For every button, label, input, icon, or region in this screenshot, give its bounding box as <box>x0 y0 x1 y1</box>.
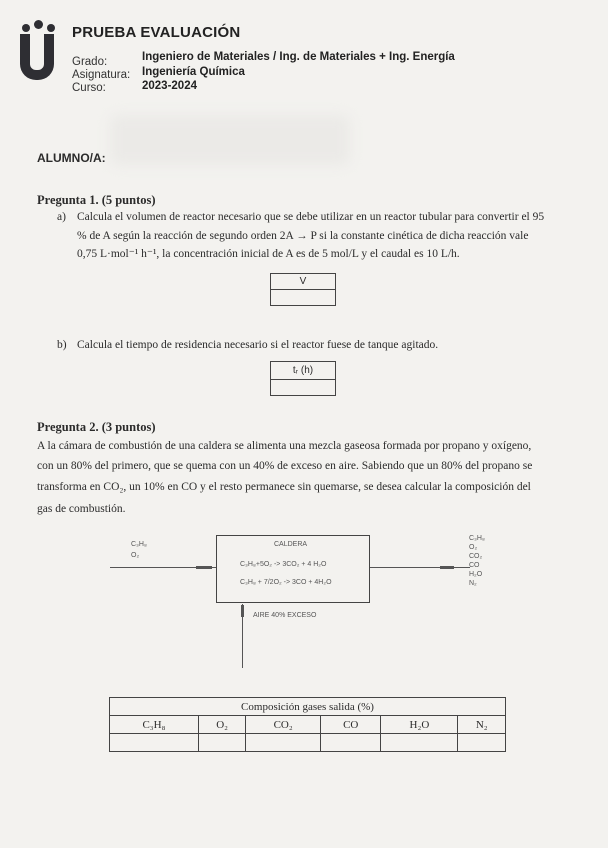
output-species-item: CO₂ <box>469 553 483 560</box>
output-species-item: N₂ <box>469 580 477 587</box>
q2-line3: transforma en CO₂, un 10% en CO y el resto permanece sin quemarse, se desea calcular la composición del <box>37 481 531 493</box>
answer-cell[interactable] <box>110 734 199 752</box>
col-header: O₂ <box>198 716 245 734</box>
q1b-answer-label: tᵣ (h) <box>271 362 336 380</box>
q1b-text: Calcula el tiempo de residencia necesario si el reactor fuese de tanque agitado. <box>77 339 439 351</box>
boiler-title: CALDERA <box>274 541 308 548</box>
university-logo <box>20 34 54 80</box>
output-species-item: H₂O <box>469 571 483 578</box>
grado-label: Grado: <box>72 56 108 68</box>
output-arrow <box>440 566 454 569</box>
reaction-1: C₃H₈+5O₂ -> 3CO₂ + 4 H₂O <box>240 561 327 568</box>
input-arrow <box>196 566 212 569</box>
output-species-item: O₂ <box>469 544 478 551</box>
air-arrow <box>241 605 244 617</box>
answer-cell[interactable] <box>381 734 458 752</box>
answer-cell[interactable] <box>458 734 506 752</box>
col-header: CO <box>321 716 381 734</box>
composition-table <box>109 697 506 752</box>
asignatura-value: Ingeniería Química <box>142 66 245 78</box>
output-stream-line <box>370 567 470 568</box>
q1a-answer-cell[interactable] <box>271 290 336 306</box>
composition-table-title: Composición gases salida (%) <box>110 698 506 716</box>
col-header: H₂O <box>381 716 458 734</box>
grado-value: Ingeniero de Materiales / Ing. de Materiales + Ing. Energía <box>142 51 455 63</box>
q1-title: Pregunta 1. (5 puntos) <box>37 193 156 207</box>
curso-label: Curso: <box>72 82 106 94</box>
answer-cell[interactable] <box>321 734 381 752</box>
reaction-2: C₃H₈ + 7/2O₂ -> 3CO + 4H₂O <box>240 579 332 586</box>
air-label: AIRE 40% EXCESO <box>253 612 317 619</box>
q1b-marker: b) <box>57 339 67 351</box>
col-header: CO₂ <box>246 716 321 734</box>
q1b-answer-cell[interactable] <box>271 380 336 396</box>
university-logo-dots <box>22 20 56 32</box>
col-header: N₂ <box>458 716 506 734</box>
q1a-answer-box <box>270 273 336 306</box>
q2-line1: A la cámara de combustión de una caldera se alimenta una mezcla gaseosa formada por propano y oxígeno, <box>37 440 532 452</box>
q1a-marker: a) <box>57 211 66 223</box>
alumno-label: ALUMNO/A: <box>37 151 106 165</box>
q2-line4: gas de combustión. <box>37 503 126 515</box>
input-propane-label: C₃H₈ <box>131 541 147 548</box>
output-species <box>469 534 485 588</box>
q2-title: Pregunta 2. (3 puntos) <box>37 420 156 434</box>
q1a-line1: Calcula el volumen de reactor necesario que se debe utilizar en un reactor tubular para convertir el 95 <box>77 211 545 223</box>
q1b-answer-box <box>270 361 336 396</box>
answer-cell[interactable] <box>198 734 245 752</box>
erased-area <box>110 115 350 165</box>
input-oxygen-label: O₂ <box>131 552 140 559</box>
asignatura-label: Asignatura: <box>72 69 131 81</box>
q1a-line2: % de A según la reacción de segundo orden 2A → P si la constante cinética de dicha reacción vale <box>77 230 529 242</box>
output-species-item: C₃H₈ <box>469 535 485 542</box>
page-title: PRUEBA EVALUACIÓN <box>72 24 241 41</box>
col-header: C₃H₈ <box>110 716 199 734</box>
q1a-answer-label: V <box>271 274 336 290</box>
curso-value: 2023-2024 <box>142 80 197 92</box>
q1a-line3: 0,75 L·mol⁻¹ h⁻¹, la concentración inicial de A es de 5 mol/L y el caudal es 10 L/h. <box>77 248 460 260</box>
answer-cell[interactable] <box>246 734 321 752</box>
output-species-item: CO <box>469 562 480 569</box>
q2-line2: con un 80% del primero, que se quema con un 40% de exceso en aire. Sabiendo que un 80% del propano se <box>37 460 533 472</box>
